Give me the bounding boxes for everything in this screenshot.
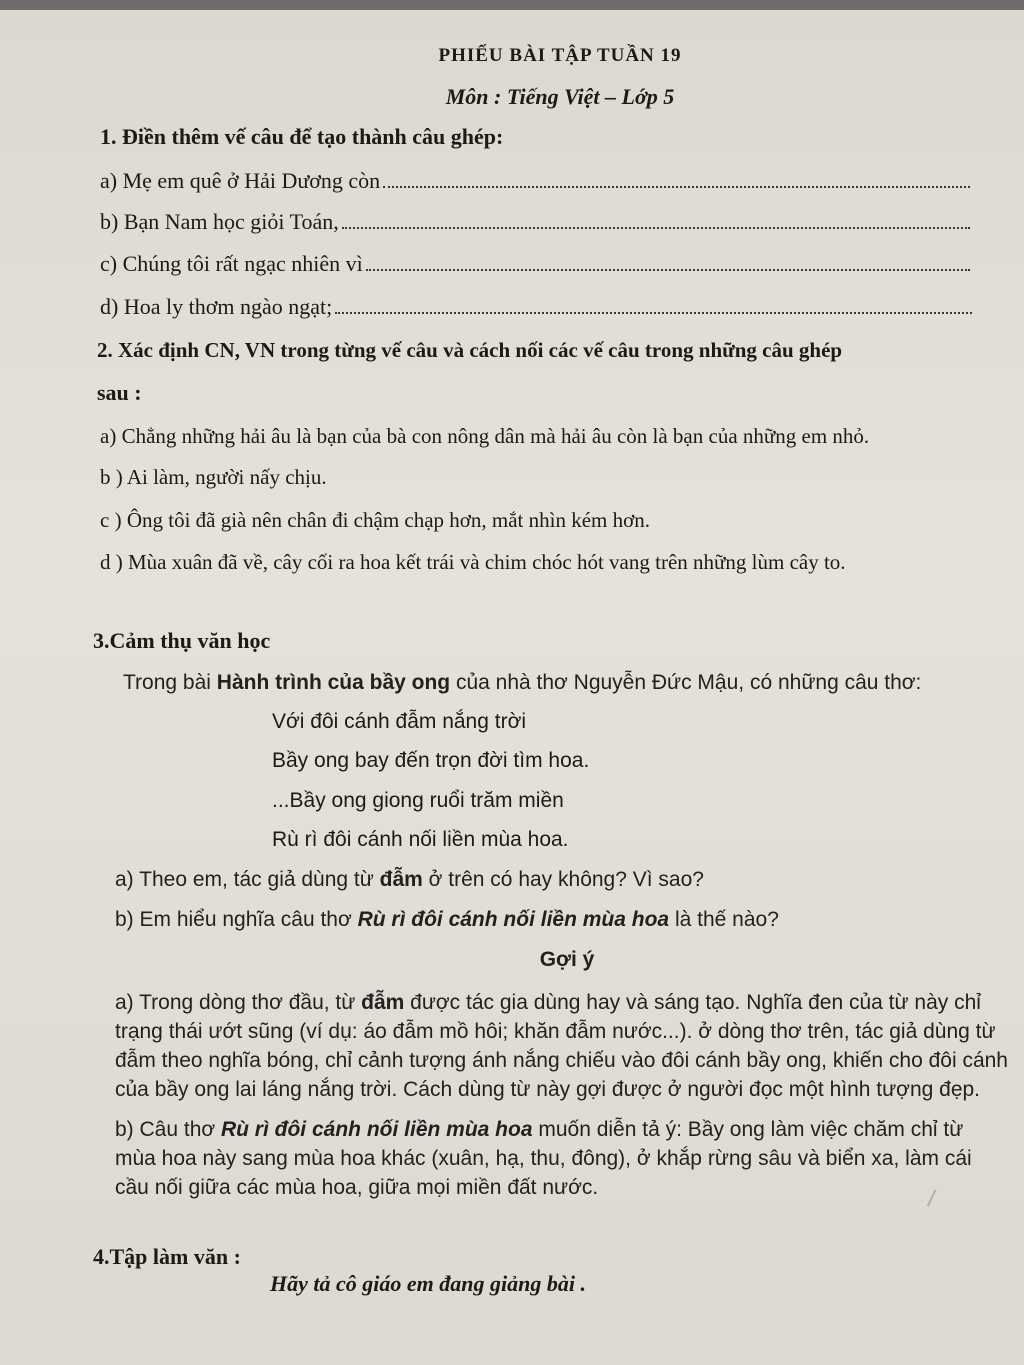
section2-heading-cont: sau : xyxy=(97,380,142,405)
fill-blank-line xyxy=(335,311,972,314)
poem-title: Hành trình của bầy ong xyxy=(216,671,451,694)
fill-item-a xyxy=(100,168,970,194)
question-a xyxy=(115,868,704,892)
hint-a-text: a) Trong dòng thơ đầu, từ xyxy=(115,991,362,1014)
worksheet-title: PHIẾU BÀI TẬP TUẦN 19 xyxy=(438,45,682,66)
fill-blank-line xyxy=(383,185,970,188)
question-a-rest: ở trên có hay không? Vì sao? xyxy=(422,868,704,891)
fill-item-d-text: d) Hoa ly thơm ngào ngạt; xyxy=(100,294,333,319)
section2-heading: 2. Xác định CN, VN trong từng vế câu và cách nối các vế câu trong những câu ghép xyxy=(97,338,843,362)
hint-a xyxy=(115,988,1010,1104)
fill-blank-line xyxy=(342,226,970,229)
fill-item-b xyxy=(100,209,970,235)
keyword: đẫm xyxy=(379,868,423,891)
keyword: đẫm xyxy=(361,991,405,1014)
poem-line-4: Rù rì đôi cánh nối liền mùa hoa. xyxy=(272,828,569,851)
section4-heading: 4.Tập làm văn : xyxy=(93,1244,241,1269)
sentence-b: b ) Ai làm, người nấy chịu. xyxy=(100,465,327,489)
question-b-rest: là thế nào? xyxy=(669,908,779,931)
poem-line-3: ...Bầy ong giong ruổi trăm miền xyxy=(272,789,564,812)
section3-heading: 3.Cảm thụ văn học xyxy=(93,628,271,653)
sentence-d: d ) Mùa xuân đã về, cây cối ra hoa kết trái và chim chóc hót vang trên những lùm cây to. xyxy=(100,550,846,574)
hint-b-rest: muốn diễn tả ý: Bầy ong làm việc chăm chỉ từ mùa hoa này sang mùa hoa khác (xuân, hạ, thu, đông), ở khắp rừng sâu và biển xa, làm cái cầu nối giữa các mùa hoa, giữa mọi miền đất nước. xyxy=(115,1118,972,1199)
worksheet-subtitle: Môn : Tiếng Việt – Lớp 5 xyxy=(445,84,675,109)
hint-heading: Gợi ý xyxy=(539,948,595,971)
question-a-text: a) Theo em, tác giả dùng từ xyxy=(115,868,380,891)
sentence-c: c ) Ông tôi đã già nên chân đi chậm chạp hơn, mắt nhìn kém hơn. xyxy=(100,508,650,532)
intro-text: Trong bài xyxy=(123,671,217,694)
fill-item-b-text: b) Bạn Nam học giỏi Toán, xyxy=(100,209,339,234)
hint-b-text: b) Câu thơ xyxy=(115,1118,221,1141)
intro-text-rest: của nhà thơ Nguyễn Đức Mậu, có những câu thơ: xyxy=(450,671,922,694)
essay-prompt: Hãy tả cô giáo em đang giảng bài . xyxy=(270,1271,586,1296)
fill-blank-line xyxy=(366,268,970,271)
poem-intro xyxy=(123,671,921,695)
question-b-text: b) Em hiểu nghĩa câu thơ xyxy=(115,908,358,931)
monitor-bezel xyxy=(0,0,1024,10)
hint-a-rest: được tác gia dùng hay và sáng tạo. Nghĩa đen của từ này chỉ trạng thái ướt sũng (ví dụ: áo đẫm mồ hôi; khăn đẫm nước...). ở dòng thơ trên, tác giả dùng từ đẫm theo nghĩa bóng, chỉ cảnh tượng ánh nắng chiếu vào đôi cánh bầy ong, khiến cho đôi cánh của bầy ong lai láng nắng trời. Cách dùng từ này gợi được ở người đọc một hình tượng đẹp. xyxy=(115,991,1008,1101)
hint-b xyxy=(115,1115,995,1202)
fill-item-c xyxy=(100,251,970,277)
sentence-a: a) Chẳng những hải âu là bạn của bà con nông dân mà hải âu còn là bạn của những em nhỏ. xyxy=(100,424,870,448)
quoted-verse: Rù rì đôi cánh nối liền mùa hoa xyxy=(357,908,670,931)
quoted-verse: Rù rì đôi cánh nối liền mùa hoa xyxy=(220,1118,533,1141)
section1-heading: 1. Điền thêm vế câu để tạo thành câu ghép: xyxy=(100,124,504,149)
poem-line-1: Với đôi cánh đẫm nắng trời xyxy=(272,710,527,733)
fill-item-a-text: a) Mẹ em quê ở Hải Dương còn xyxy=(100,168,381,193)
poem-line-2: Bầy ong bay đến trọn đời tìm hoa. xyxy=(272,749,590,772)
question-b xyxy=(115,908,779,932)
fill-item-d xyxy=(100,294,972,320)
fill-item-c-text: c) Chúng tôi rất ngạc nhiên vì xyxy=(100,251,363,276)
